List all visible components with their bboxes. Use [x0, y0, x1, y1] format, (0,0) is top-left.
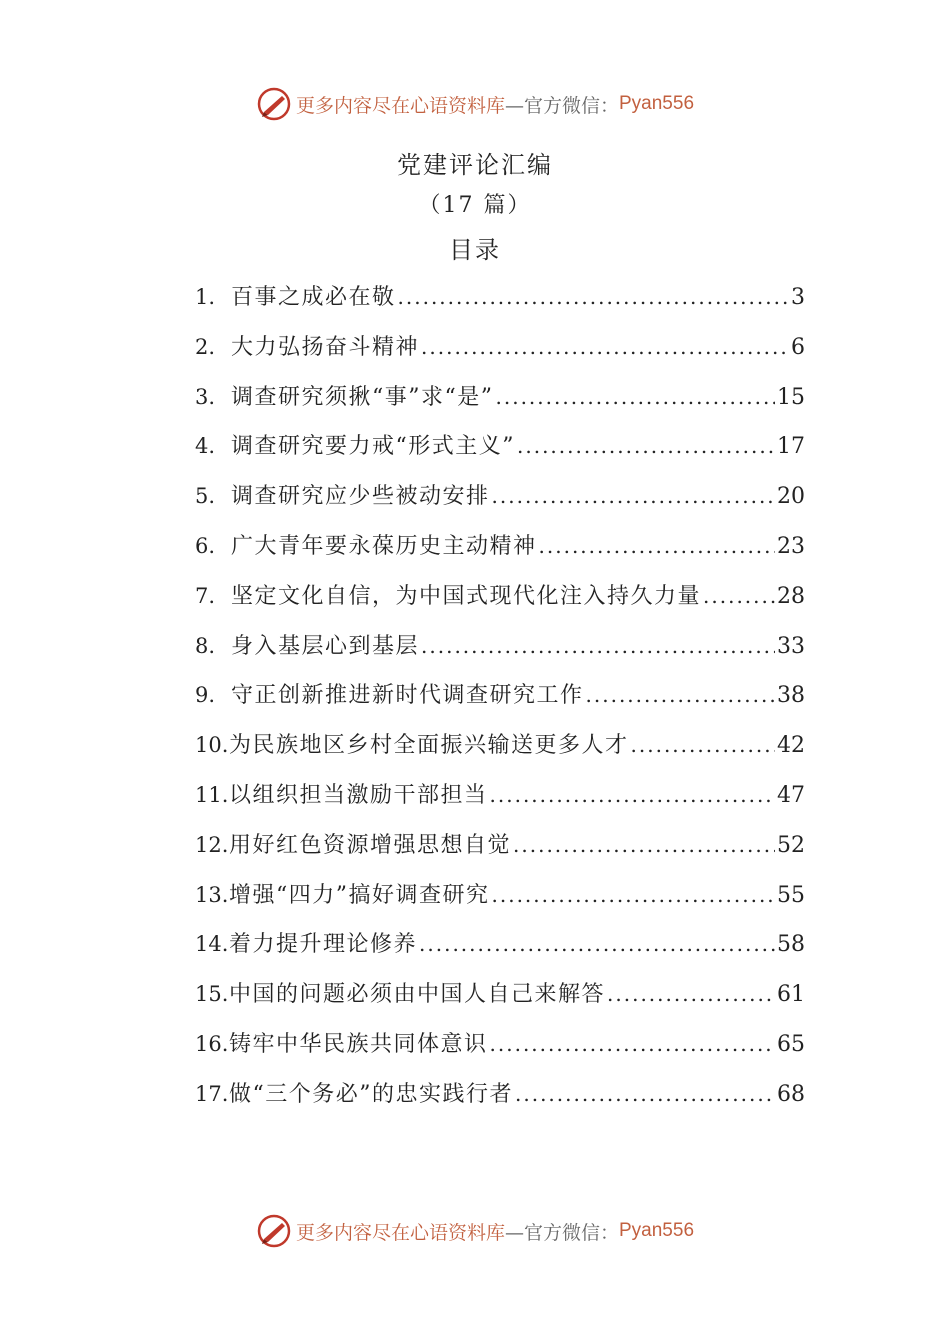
banner-wechat-id: Pyan556: [619, 1220, 695, 1241]
toc-title: 身入基层心到基层: [231, 633, 420, 659]
toc-entry[interactable]: [195, 579, 805, 629]
toc-number: 6.: [195, 533, 216, 558]
toc-title: 守正创新推进新时代调查研究工作: [231, 683, 584, 709]
document-title: 党建评论汇编: [397, 151, 553, 179]
toc-entry[interactable]: [195, 1077, 805, 1127]
toc-page: 65: [777, 1031, 805, 1057]
toc-leader: [607, 982, 775, 1006]
toc-entry[interactable]: [195, 330, 805, 380]
toc-page: 52: [777, 832, 805, 858]
toc-title: 中国的问题必须由中国人自己来解答: [229, 982, 606, 1008]
toc-entry[interactable]: [195, 280, 805, 330]
toc-title: 调查研究须揪“事”求“是”: [231, 384, 494, 410]
toc-leader: [515, 1082, 775, 1106]
toc-page: 28: [777, 583, 805, 609]
toc-page: 58: [777, 932, 805, 958]
toc-title: 调查研究应少些被动安排: [231, 484, 490, 510]
toc-title: 广大青年要永葆历史主动精神: [231, 533, 537, 559]
toc-number: 12.: [195, 832, 229, 857]
toc-entry[interactable]: [195, 728, 805, 778]
toc-number: 14.: [195, 932, 229, 957]
toc-heading: 目录: [449, 236, 501, 264]
toc-page: 38: [777, 683, 805, 709]
toc-page: 68: [777, 1081, 805, 1107]
banner-text: 更多内容尽在心语资料库: [295, 1221, 505, 1244]
toc-entry[interactable]: [195, 429, 805, 479]
toc-page: 33: [777, 633, 805, 659]
toc-entry[interactable]: [195, 479, 805, 529]
banner-dash-text: —官方微信：: [504, 94, 619, 117]
toc-page: 17: [777, 434, 805, 460]
toc-leader: [490, 783, 775, 807]
toc-number: 10.: [195, 733, 229, 758]
toc-title: 百事之成必在敬: [231, 285, 396, 310]
toc-number: 9.: [195, 683, 216, 708]
pen-logo-icon: [256, 86, 292, 122]
toc-number: 11.: [195, 782, 229, 807]
toc-title: 做“三个务必”的忠实践行者: [229, 1081, 513, 1107]
toc-leader: [703, 584, 775, 608]
toc-number: 8.: [195, 633, 216, 658]
toc-number: 16.: [195, 1031, 229, 1056]
toc-page: 42: [777, 733, 805, 759]
toc-number: 3.: [195, 384, 216, 409]
toc-entry[interactable]: [195, 778, 805, 828]
toc-entry[interactable]: [195, 380, 805, 430]
toc-number: 1.: [195, 285, 216, 309]
toc-number: 15.: [195, 982, 229, 1007]
toc-page: 6: [791, 334, 805, 360]
toc-leader: [496, 385, 776, 409]
banner-dash-text: —官方微信：: [504, 1221, 619, 1244]
toc-page: 55: [777, 882, 805, 908]
toc-page: 61: [777, 982, 805, 1008]
toc-title: 为民族地区乡村全面振兴输送更多人才: [229, 733, 629, 759]
toc-leader: [513, 833, 775, 857]
toc-number: 13.: [195, 882, 229, 907]
toc-leader: [398, 285, 789, 309]
toc-leader: [421, 634, 775, 658]
toc-page: 15: [777, 384, 805, 410]
toc-title: 着力提升理论修养: [229, 932, 418, 958]
toc-number: 17.: [195, 1081, 229, 1106]
toc-number: 4.: [195, 434, 216, 459]
toc-title: 调查研究要力戒“形式主义”: [231, 434, 515, 460]
toc-title: 大力弘扬奋斗精神: [231, 334, 420, 360]
toc-title: 用好红色资源增强思想自觉: [229, 832, 512, 858]
pen-logo-icon: [256, 1213, 292, 1249]
toc-number: 2.: [195, 334, 216, 359]
toc-entry[interactable]: [195, 828, 805, 878]
toc-page: 47: [777, 782, 805, 808]
toc-leader: [539, 534, 775, 558]
toc-title: 以组织担当激励干部担当: [229, 782, 488, 808]
toc-number: 7.: [195, 583, 216, 608]
banner-wechat-id: Pyan556: [619, 93, 695, 114]
toc-number: 5.: [195, 484, 216, 509]
header-banner: [0, 84, 950, 124]
toc-leader: [421, 335, 789, 359]
toc-leader: [419, 932, 775, 956]
toc-title: 增强“四力”搞好调查研究: [229, 882, 490, 908]
toc-entry[interactable]: [195, 1027, 805, 1077]
toc-title: 铸牢中华民族共同体意识: [229, 1031, 488, 1057]
toc-entry[interactable]: [195, 629, 805, 679]
toc-leader: [586, 683, 775, 707]
toc-leader: [492, 484, 775, 508]
toc-page: 23: [777, 533, 805, 559]
toc-entry[interactable]: [195, 529, 805, 579]
toc-leader: [490, 1032, 775, 1056]
toc-page: 20: [777, 484, 805, 510]
toc-leader: [517, 434, 775, 458]
table-of-contents: [195, 280, 805, 1127]
toc-entry[interactable]: [195, 927, 805, 977]
toc-entry[interactable]: [195, 678, 805, 728]
toc-page: 3: [791, 285, 805, 310]
toc-leader: [631, 733, 775, 757]
toc-entry[interactable]: [195, 878, 805, 928]
article-count: （17 篇）: [418, 193, 532, 218]
toc-entry[interactable]: [195, 977, 805, 1027]
toc-leader: [492, 883, 776, 907]
footer-banner: [0, 1211, 950, 1251]
toc-title: 坚定文化自信，为中国式现代化注入持久力量: [231, 583, 702, 609]
banner-text: 更多内容尽在心语资料库: [295, 94, 505, 117]
